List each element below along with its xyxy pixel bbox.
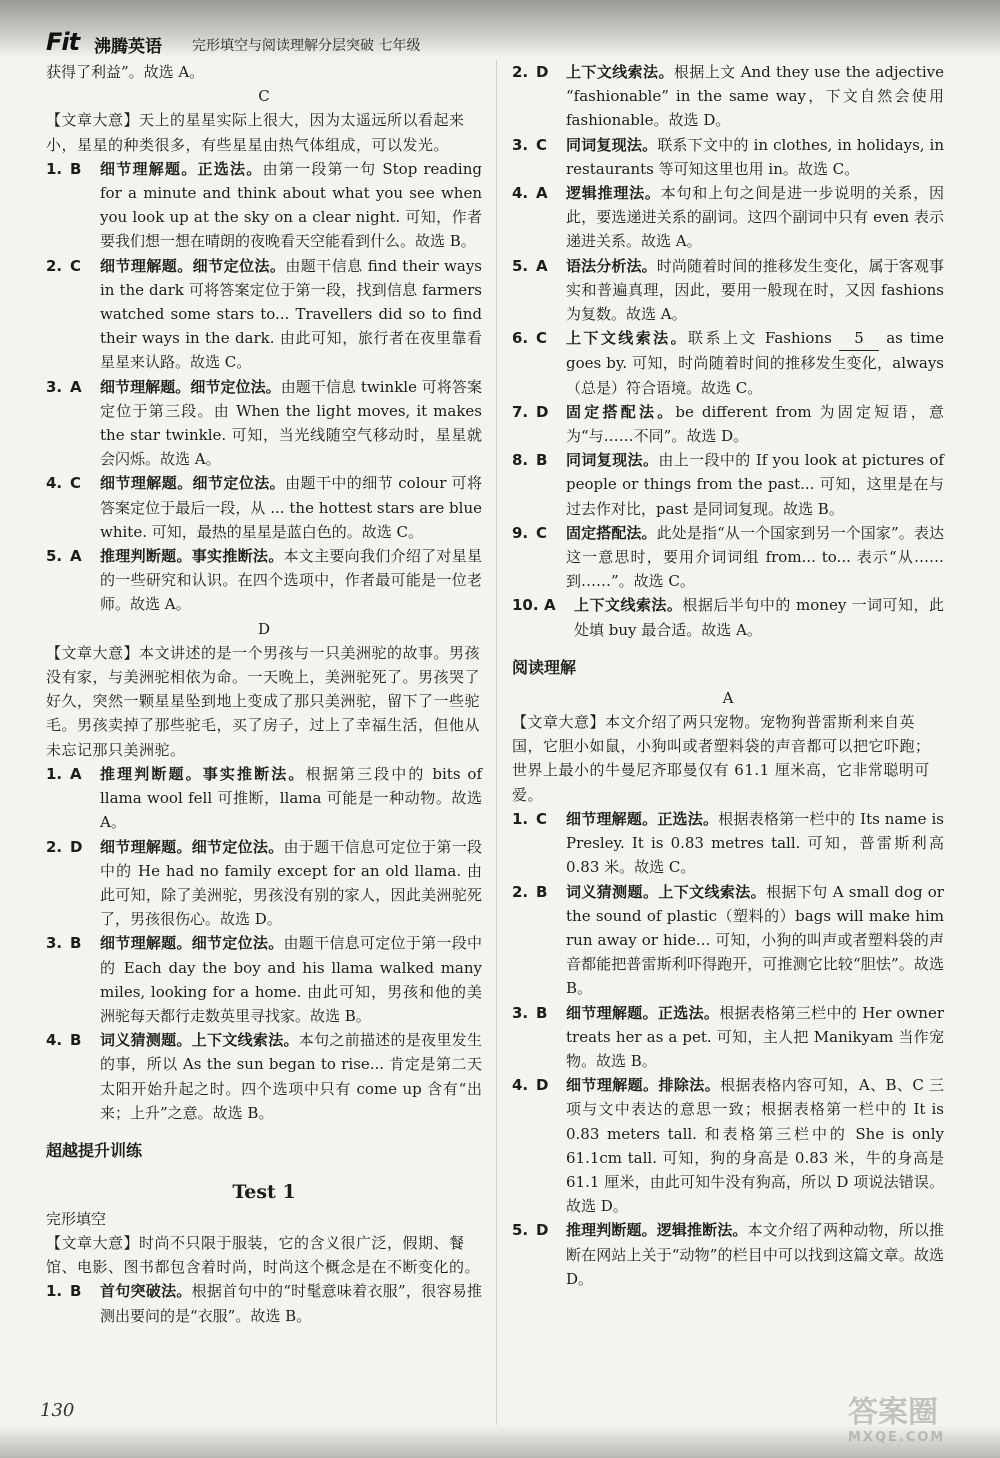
item-text: 根据上文 And they use the adjective “fashionable” in the same way，下文自然会使用 fashionable。故选 D。 <box>566 63 944 130</box>
item-number: 3. <box>46 377 63 396</box>
item-method: 语法分析法。 <box>566 256 657 275</box>
answer-item <box>512 254 944 327</box>
item-answer: A <box>70 764 82 783</box>
item-number: 4. <box>512 1076 529 1095</box>
item-answer: A <box>70 377 82 396</box>
summary-c: 【文章大意】天上的星星实际上很大，因为太遥远所以看起来小，星星的种类很多，有些星星由热气体组成，可以发光。 <box>46 111 465 154</box>
item-number: 2. <box>46 837 63 856</box>
item-number: 3. <box>512 1003 529 1022</box>
item-number: 3. <box>46 934 63 953</box>
item-method: 细节理解题。细节定位法。 <box>100 377 281 396</box>
item-number: 5. <box>46 547 63 566</box>
item-method: 固定搭配法。 <box>566 402 676 421</box>
answer-item <box>46 544 482 617</box>
item-answer: C <box>536 135 548 154</box>
watermark <box>848 1396 978 1448</box>
item-answer: B <box>536 1003 548 1022</box>
answer-item <box>512 521 944 594</box>
item-method: 细节理解题。排除法。 <box>566 1076 721 1095</box>
item-explanation <box>100 471 482 544</box>
item-text: 根据表格内容可知，A、B、C 三项与文中表达的意思一致；根据表格第一栏中的 It is 0.83 meters tall. 和表格第三栏中的 She is only 61.1cm tall. 可知，狗的身高是 0.83 米，牛的身高是 61.1 厘米，由此可知牛没有狗高，所以 D 项说法错误。故选 D。 <box>566 1076 944 1216</box>
answer-item <box>512 60 944 133</box>
item-number: 4. <box>46 474 63 493</box>
item-number: 8. <box>512 451 529 470</box>
item-answer: C <box>536 809 548 828</box>
item-explanation <box>566 181 944 254</box>
item-number: 1. <box>46 159 63 178</box>
answer-item <box>512 133 944 181</box>
item-method: 细节理解题。细节定位法。 <box>100 934 284 953</box>
item-explanation <box>566 1073 944 1218</box>
answer-item <box>46 835 482 932</box>
item-answer: D <box>536 63 549 81</box>
item-answer: A <box>536 256 548 275</box>
item-number: 4. <box>46 1031 63 1050</box>
item-text: 由题干中的细节 colour 可将答案定位于最后一段，从 ... the hottest stars are blue white. 可知，最热的星星是蓝白色的。故选 C。 <box>100 474 482 541</box>
item-number: 5. <box>512 256 529 275</box>
item-text: 根据下句 A small dog or the sound of plastic（塑料的）bags will make him run away or hide... 可知，小狗的叫声或者塑料袋的声音都能把普雷斯利吓得跑开，可推测它比较“胆怯”。故选 B。 <box>566 882 944 998</box>
summary-d: 【文章大意】本文讲述的是一个男孩与一只美洲驼的故事。男孩没有家，与美洲驼相依为命。一天晚上，美洲驼死了。男孩哭了好久，突然一颗星星坠到地上变成了那只美洲驼，留下了一些驼毛。男孩卖掉了那些驼毛，买了房子，过上了幸福生活，但他从未忘记那只美洲驼。 <box>46 643 481 759</box>
item-answer: C <box>70 256 82 275</box>
intro-line: 获得了利益”。故选 A。 <box>46 63 205 81</box>
answer-item <box>512 448 944 521</box>
item-number: 9. <box>512 523 529 542</box>
item-text: 联系下文中的 in clothes, in holidays, in restaurants 等可知这里也用 in。故选 C。 <box>566 135 944 178</box>
answer-item <box>46 762 482 835</box>
answer-item <box>512 181 944 254</box>
answer-item <box>512 1001 944 1074</box>
item-method: 同词复现法。 <box>566 135 658 154</box>
item-method: 词义猜测题。上下文线索法。 <box>100 1031 299 1050</box>
section-title: 超越提升训练 <box>46 1140 143 1160</box>
item-explanation <box>100 762 482 835</box>
item-method: 推理判断题。逻辑推断法。 <box>566 1221 748 1240</box>
answer-item <box>512 593 944 641</box>
item-explanation <box>100 931 482 1028</box>
item-explanation <box>100 157 482 254</box>
item-explanation <box>566 60 944 133</box>
item-number: 4. <box>512 184 529 203</box>
item-number: 2. <box>46 256 63 275</box>
item-number: 2. <box>512 63 529 81</box>
item-answer: C <box>536 329 548 348</box>
item-number: 3. <box>512 135 529 154</box>
section-letter-c: C <box>258 87 270 106</box>
page-header <box>0 0 1000 58</box>
item-text: as time goes by. 可知，时尚随着时间的推移发生变化，always（总是）符合语境。故选 C。 <box>566 329 944 397</box>
item-text: 本文介绍了两种动物，所以推断在网站上关于“动物”的栏目中可以找到这篇文章。故选 D。 <box>566 1221 944 1288</box>
item-answer: B <box>536 882 548 901</box>
item-number: 6. <box>512 329 529 348</box>
item-answer: A <box>70 547 82 566</box>
item-answer: D <box>70 837 83 856</box>
item-text: 本文主要向我们介绍了对星星的一些研究和认识。在四个选项中，作者最可能是一位老师。故选 A。 <box>100 547 482 614</box>
item-method: 同词复现法。 <box>566 451 659 470</box>
item-text: 由上一段中的 If you look at pictures of people or things from the past... 可知，这里是在与过去作对比，past 是同词复现。故选 B。 <box>566 451 944 518</box>
item-text: 由题干信息 twinkle 可将答案定位于第三段。由 When the light moves, it makes the star twinkle. 可知，当光线随空气移动时，星星就会闪烁。故选 A。 <box>100 377 482 469</box>
item-answer: D <box>536 402 549 421</box>
page-number: 130 <box>40 1400 75 1421</box>
item-number: 1. <box>512 809 529 828</box>
item-explanation <box>566 133 944 181</box>
item-answer: B <box>70 934 82 953</box>
item-explanation <box>566 400 944 448</box>
item-method: 细节理解题。正选法。 <box>566 1003 720 1022</box>
logo: Fit <box>46 28 80 56</box>
answer-item <box>512 880 944 1001</box>
item-method: 细节理解题。正选法。 <box>566 809 719 828</box>
item-method: 细节理解题。细节定位法。 <box>100 474 286 493</box>
item-method: 推理判断题。事实推断法。 <box>100 764 306 783</box>
test-title: Test 1 <box>232 1180 296 1203</box>
item-text: 由于题干信息可定位于第一段中的 He had no family except for an old llama. 由此可知，除了美洲驼，男孩没有别的家人，因此美洲驼死了，男孩很伤心。故选 D。 <box>100 837 482 929</box>
item-number: 7. <box>512 402 529 421</box>
left-column <box>46 60 482 1328</box>
answer-list-d <box>46 762 482 1125</box>
watermark-url: MXQE.COM <box>848 1430 946 1445</box>
summary-a: 【文章大意】本文介绍了两只宠物。宠物狗普雷斯利来自英国，它胆小如鼠，小狗叫或者塑料袋的声音都可以把它吓跑；世界上最小的牛曼尼齐耶曼仅有 61.1 厘米高，它非常聪明可爱。 <box>512 713 931 804</box>
answer-item <box>46 1279 482 1327</box>
item-explanation <box>100 1279 482 1327</box>
item-explanation <box>566 1218 944 1291</box>
item-method: 细节理解题。细节定位法。 <box>100 256 286 275</box>
answer-item <box>512 1073 944 1218</box>
item-explanation <box>100 544 482 617</box>
answer-item <box>46 157 482 254</box>
item-explanation <box>566 880 944 1001</box>
section-letter-d: D <box>257 619 271 638</box>
answer-item <box>512 400 944 448</box>
item-answer: C <box>536 523 548 542</box>
item-text: be different from 为固定短语，意为“与……不同”。故选 D。 <box>566 402 944 446</box>
item-answer: D <box>536 1076 549 1095</box>
item-explanation <box>566 521 944 594</box>
item-answer: A <box>544 596 556 615</box>
item-explanation <box>566 448 944 521</box>
item-number: 1. <box>46 764 63 783</box>
answer-item <box>46 471 482 544</box>
item-answer: A <box>536 184 548 203</box>
answer-list-test1 <box>46 1279 482 1327</box>
item-explanation <box>100 254 482 375</box>
item-text: 根据第三段中的 bits of llama wool fell 可推断，llama 可能是一种动物。故选 A。 <box>100 764 482 832</box>
item-explanation <box>566 254 944 327</box>
item-method: 上下文线索法。 <box>574 596 683 615</box>
item-method: 词义猜测题。上下文线索法。 <box>566 882 767 901</box>
item-text: 本句和上句之间是进一步说明的关系，因此，要选递进关系的副词。这四个副词中只有 even 表示递进关系。故选 A。 <box>566 184 944 251</box>
answer-item <box>512 807 944 880</box>
item-text: 根据表格第一栏中的 Its name is Presley. It is 0.83 metres tall. 可知，普雷斯利高 0.83 米。故选 C。 <box>566 809 944 877</box>
item-answer: D <box>536 1221 549 1240</box>
item-text: 根据后半句中的 money 一词可知，此处填 buy 最合适。故选 A。 <box>574 596 944 639</box>
item-method: 细节理解题。细节定位法。 <box>100 837 284 856</box>
answer-list-c <box>46 157 482 617</box>
item-method: 逻辑推理法。 <box>566 184 661 203</box>
item-method: 固定搭配法。 <box>566 523 657 542</box>
item-method: 上下文线索法。 <box>566 63 674 81</box>
book-subtitle: 完形填空与阅读理解分层突破 七年级 <box>192 38 421 54</box>
item-explanation <box>566 326 944 400</box>
answer-item <box>46 375 482 472</box>
section-letter-a: A <box>722 688 734 707</box>
item-number: 5. <box>512 1221 529 1240</box>
summary-test1: 【文章大意】时尚不只限于服装，它的含义很广泛，假期、餐馆、电影、图书都包含着时尚，时尚这个概念是在不断变化的。 <box>46 1233 481 1277</box>
item-answer: B <box>70 1282 82 1301</box>
reading-heading: 阅读理解 <box>512 657 577 677</box>
item-text: 由第一段第一句 Stop reading for a minute and think about what you see when you look up at the sky on a clear night. 可知，作者要我们想一想在晴朗的夜晚看天空能看到什么。故选 B。 <box>100 159 482 251</box>
item-text: 此处是指“从一个国家到另一个国家”。表达这一意思时，要用介词词组 from... to... 表示“从……到……”。故选 C。 <box>566 523 944 591</box>
item-number: 10. <box>512 596 539 615</box>
item-answer: C <box>70 474 82 493</box>
item-answer: B <box>70 159 82 178</box>
answer-item <box>46 1028 482 1125</box>
item-text: 时尚随着时间的推移发生变化，属于客观事实和普遍真理，因此，要用一般现在时，又因 fashions 为复数。故选 A。 <box>566 256 944 324</box>
item-explanation <box>100 835 482 932</box>
answer-item <box>512 1218 944 1291</box>
item-method: 细节理解题。正选法。 <box>100 159 263 178</box>
item-answer: B <box>536 451 548 470</box>
item-explanation <box>100 1028 482 1125</box>
item-text: 联系上文 Fashions <box>688 329 840 348</box>
item-method: 推理判断题。事实推断法。 <box>100 547 284 566</box>
item-text: 根据表格第三栏中的 Her owner treats her as a pet. 可知，主人把 Manikyam 当作宠物。故选 B。 <box>566 1003 944 1070</box>
item-explanation <box>574 593 944 641</box>
item-explanation <box>100 375 482 472</box>
item-text: 根据首句中的“时髦意味着衣服”，很容易推测出要问的是“衣服”。故选 B。 <box>100 1282 482 1325</box>
item-explanation <box>566 807 944 880</box>
answer-item <box>46 931 482 1028</box>
item-text: 本句之前描述的是夜里发生的事，所以 As the sun began to rise... 肯定是第二天太阳开始升起之时。四个选项中只有 come up 含有“出来；上升”之意。故选 B。 <box>100 1031 482 1122</box>
answer-item <box>512 326 944 400</box>
item-number: 2. <box>512 882 529 901</box>
item-text: 由题干信息 find their ways in the dark 可将答案定位于第一段，找到信息 farmers watched some stars to... Travellers did so to find their ways in the dark. 由此可知，旅行者在夜里靠看星星来认路。故选 C。 <box>100 256 482 372</box>
item-method: 上下文线索法。 <box>566 329 689 348</box>
item-explanation <box>566 1001 944 1074</box>
answer-item <box>46 254 482 375</box>
item-number: 1. <box>46 1282 63 1301</box>
item-text: 由题干信息可定位于第一段中的 Each day the boy and his llama walked many miles, looking for a home. 由此可知，男孩和他的美洲驼每天都行走数英里寻找家。故选 B。 <box>100 934 482 1025</box>
item-method: 首句突破法。 <box>100 1282 192 1301</box>
cloze-heading: 完形填空 <box>46 1209 107 1228</box>
right-column <box>512 60 944 1291</box>
brand-name: 沸腾英语 <box>94 37 162 57</box>
item-answer: B <box>70 1031 82 1050</box>
item-blank: 5 <box>839 326 879 351</box>
watermark-logo-text: 答案圈 <box>848 1395 938 1430</box>
answer-list-cloze <box>512 60 944 642</box>
answer-list-a <box>512 807 944 1291</box>
column-divider <box>496 60 497 1430</box>
